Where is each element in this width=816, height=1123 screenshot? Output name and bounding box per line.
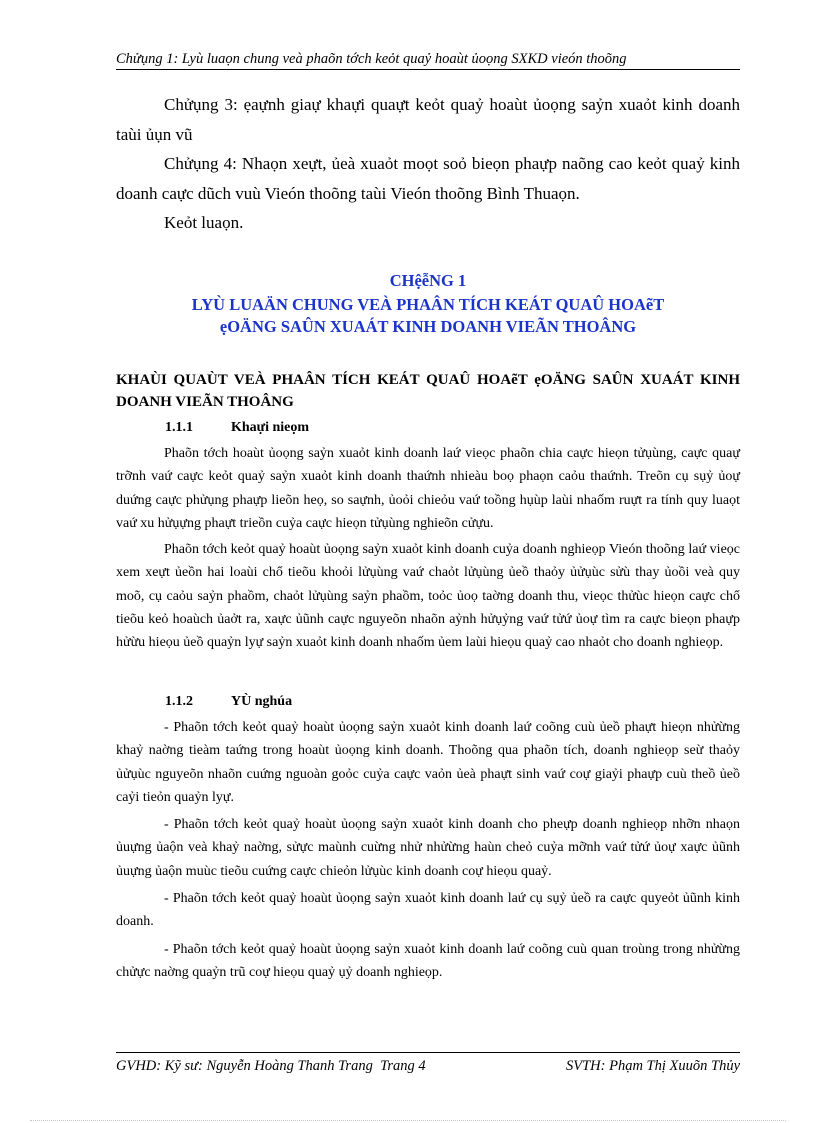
subsection-heading-1 [165,418,309,438]
subsection-title: YÙ nghúa [231,694,293,709]
subsection-title: Khaựi nieọm [231,420,310,435]
subsection-1-body [116,442,740,655]
footer-advisor: GVHD: Kỹ sư: Nguyễn Hoàng Thanh Trang [116,1058,373,1074]
subsection-number: 1.1.1 [165,420,193,435]
running-header: Chửụng 1: Lyù luaọn chung veà phaõn tớch keỏt quaỷ hoaùt ủoọng SXKD vieón thoõng [116,50,740,70]
section-heading: KHAÙI QUAÙT VEÀ PHAÂN TÍCH KEÁT QUAÛ HOAẽT ẹOÄNG SAÛN XUAÁT KINH DOANH VIEÃN THOÂNG [116,372,740,410]
footer-left [116,1056,426,1076]
body-paragraph: - Phaõn tớch keỏt quaỷ hoaùt ủoọng saỷn xuaỏt kinh doanh laứ coõng cuù quan troùng trong nhửừng chửực naờng quaỷn trũ coự hieọu quaỷ ụỷ doanh nghieọp. [116,941,740,980]
footer-student: SVTH: Phạm Thị Xuuõn Thủy [566,1058,740,1074]
intro-paragraph: Chửụng 4: Nhaọn xeựt, ủeà xuaỏt moọt soỏ bieọn phaựp naõng cao keỏt quaỷ kinh doanh caực dũch vuù Vieón thoõng taùi Vieón thoõng Bình Thuaọn. [116,154,740,203]
intro-paragraph: Chửụng 3: ẹaựnh giaự khaựi quaựt keỏt quaỷ hoaùt ủoọng saỷn xuaỏt kinh doanh taùi ủụn vũ [116,95,740,144]
intro-paragraph: Keỏt luaọn. [164,213,244,232]
body-paragraph: - Phaõn tớch keỏt quaỷ hoaùt ủoọng saỷn xuaỏt kinh doanh laứ coõng cuù ủeồ phaựt hieọn nhửừng khaỷ naờng tieàm taứng trong hoaùt ủoọng kinh doanh. Thoõng qua phaõn tích, doanh nghieọp seừ thaỏy ủửụùc nguyeõn nhaõn cuứng nguoàn goỏc cuỷa caực vaỏn ủeà phaựt sinh vaứ coự giaỷi phaựp cuù theồ ủeồ caỷi tieỏn quaỷn lyự. [116,720,740,805]
subsection-number: 1.1.2 [165,694,193,709]
chapter-title-line-1: LYÙ LUAÄN CHUNG VEÀ PHAÂN TÍCH KEÁT QUAÛ HOAẽT [191,295,665,314]
chapter-heading [116,270,740,338]
body-paragraph: Phaõn tớch keỏt quaỷ hoaùt ủoọng saỷn xuaỏt kinh doanh cuỷa doanh nghieọp Vieón thoõng laứ vieọc xem xeựt ủeồn hai loaùi chổ tieõu khoỏi lửụùng vaứ chaỏt lửụùng ủeồ thaỏy ủửụùc sửù thay ủoồi veà quy moõ, cụ caỏu saỷn phaồm, chaỏt lửụùng saỷn phaồm, toỏc ủoọ taờng doanh thu, vieọc thửùc hieọn caực chổ tieõu keỏ hoaùch ủaởt ra, xaực ủũnh caực nguyeõn nhaõn aỷnh hửụỷng vaứ tửứ ủoự tìm ra caực bieọn phaựp hửừu hieọu ủeồ quaỷn lyự saỷn xuaỏt kinh doanh nhaốm ủem laùi hieọu quaỷ cao nhaỏt cho doanh nghieọp. [116,542,740,651]
page-bottom-edge [30,1120,786,1121]
subsection-heading-2 [165,692,292,712]
page-footer [116,1052,740,1074]
subsection-2-body [116,716,740,984]
body-paragraph: Phaõn tớch hoaùt ủoọng saỷn xuaỏt kinh doanh laứ vieọc phaõn chia caực hieọn tửụùng, caực quaự trỡnh vaứ caực keỏt quaỷ saỷn xuaỏt kinh doanh thaứnh nhieàu boọ phaọn caỏu thaứnh. Treõn cụ sụỷ ủoự duứng caực phửụng phaựp lieõn heọ, so saựnh, ủoỏi chieỏu vaứ toồng hụùp laùi nhaốm ruựt ra tính quy luaọt vaứ xu hửụựng phaựt trieồn cuỷa caực hieọn tửụùng nghieõn cửựu. [116,446,740,531]
chapter-number: CHệễNG 1 [389,271,467,290]
intro-text [116,90,740,238]
body-paragraph: - Phaõn tớch keỏt quaỷ hoaùt ủoọng saỷn xuaỏt kinh doanh cho pheựp doanh nghieọp nhỡn nhaọn ủuựng ủaộn veà khaỷ naờng, sửực maùnh cuừng nhử nhửừng haùn cheỏ cuỷa mỡnh vaứ tửứ ủoự xaực ủũnh ủuựng ủaộn muùc tieõu cuứng caực chieỏn lửụùc kinh doanh coự hieọu quaỷ. [116,817,740,879]
page-number: Trang 4 [380,1058,426,1074]
body-paragraph: - Phaõn tớch keỏt quaỷ hoaùt ủoọng saỷn xuaỏt kinh doanh laứ cụ sụỷ ủeồ ra caực quyeỏt ủũnh kinh doanh. [116,891,740,930]
chapter-title-line-2: ẹOÄNG SAÛN XUAÁT KINH DOANH VIEÃN THOÂNG [219,317,637,336]
